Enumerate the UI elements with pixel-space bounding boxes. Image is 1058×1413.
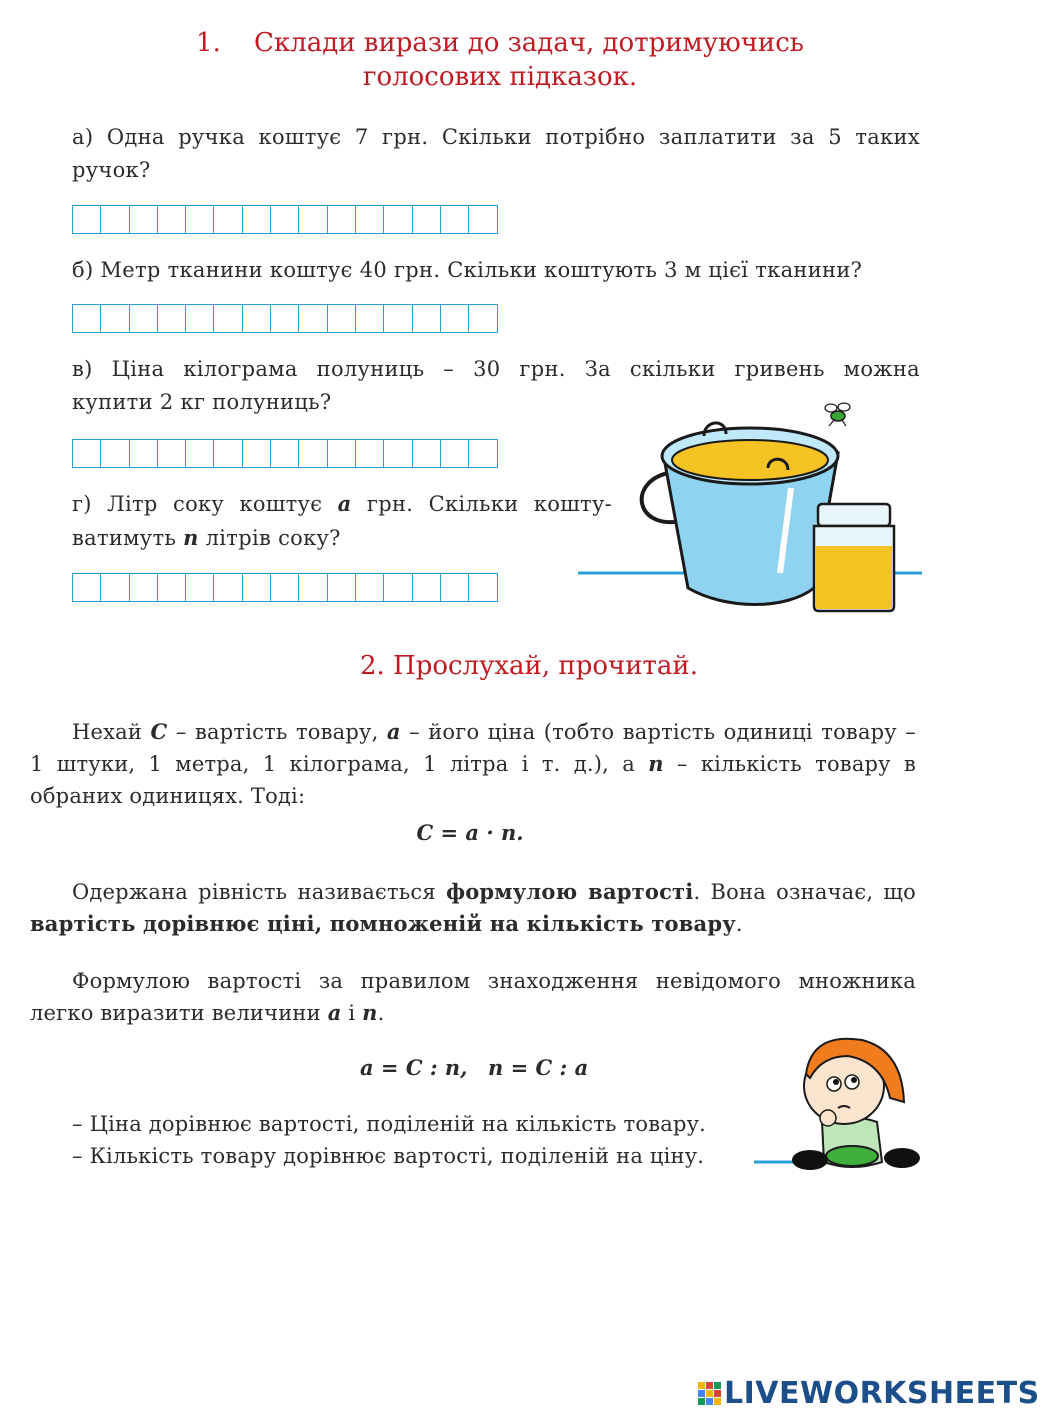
answer-grid-a[interactable] <box>72 205 498 234</box>
grid-cell[interactable] <box>101 305 129 332</box>
thinking-boy-illustration <box>752 1022 928 1178</box>
grid-cell[interactable] <box>299 305 327 332</box>
text-part: . Вона означає, що <box>693 880 916 904</box>
grid-cell[interactable] <box>186 574 214 601</box>
answer-grid-g[interactable] <box>72 573 498 602</box>
task1-title-line1: Склади вирази до задач, дотримуючись <box>254 28 804 58</box>
jar-lid <box>818 504 890 526</box>
text-part: . <box>735 912 743 936</box>
grid-cell[interactable] <box>73 305 101 332</box>
grid-cell[interactable] <box>101 440 129 467</box>
grid-cell[interactable] <box>469 305 497 332</box>
task1-number: 1. <box>196 28 221 58</box>
grid-cell[interactable] <box>158 574 186 601</box>
grid-cell[interactable] <box>73 440 101 467</box>
variable-C: C <box>150 719 168 744</box>
task1-g-text <box>72 487 612 555</box>
grid-cell[interactable] <box>299 440 327 467</box>
p1-line1 <box>30 716 916 748</box>
grid-cell[interactable] <box>328 440 356 467</box>
grid-cell[interactable] <box>356 206 384 233</box>
p1-line3: обраних одиницях. Тоді: <box>30 784 306 808</box>
boy-shoe-left <box>792 1150 828 1170</box>
text-part: – кількість товару в <box>663 752 916 776</box>
rule-price: – Ціна дорівнює вартості, поділеній на кількість товару. <box>72 1112 707 1136</box>
p1-line2 <box>30 748 916 780</box>
task2-paragraph3 <box>30 965 916 1029</box>
grid-cell[interactable] <box>101 206 129 233</box>
grid-cell[interactable] <box>441 305 469 332</box>
grid-cell[interactable] <box>101 574 129 601</box>
grid-cell[interactable] <box>441 440 469 467</box>
bucket-liquid <box>672 440 828 480</box>
text-part: . <box>377 1001 385 1025</box>
grid-cell[interactable] <box>271 574 299 601</box>
formula-price: a = C : n, <box>360 1055 468 1080</box>
task1-g-line1 <box>72 487 612 521</box>
boy-hand <box>820 1110 836 1126</box>
grid-cell[interactable] <box>130 206 158 233</box>
text-part: Одержана рівність називається <box>72 880 447 904</box>
variable-n: n <box>362 1000 378 1025</box>
grid-cell[interactable] <box>469 440 497 467</box>
formula-quantity: n = C : a <box>488 1055 589 1080</box>
grid-cell[interactable] <box>413 206 441 233</box>
task1-g-text-part: грн. Скільки кошту- <box>351 492 613 516</box>
task2-title: 2. Прослухай, прочитай. <box>359 651 699 681</box>
grid-cell[interactable] <box>299 574 327 601</box>
grid-cell[interactable] <box>186 440 214 467</box>
boy-pupil <box>833 1079 839 1085</box>
grid-cell[interactable] <box>158 305 186 332</box>
grid-cell[interactable] <box>441 574 469 601</box>
grid-cell[interactable] <box>73 574 101 601</box>
grid-cell[interactable] <box>130 440 158 467</box>
grid-cell[interactable] <box>243 305 271 332</box>
text-part: – вартість товару, <box>167 720 387 744</box>
task1-v-line1: в) Ціна кілограма полуниць – 30 грн. За скільки гривень можна <box>72 357 920 381</box>
liveworksheets-logo-icon <box>698 1382 722 1406</box>
task1-g-text-part: г) Літр соку коштує <box>72 492 338 516</box>
grid-cell[interactable] <box>328 305 356 332</box>
text-part: 1 штуки, 1 метра, 1 кілограма, 1 літра і т. д.), а <box>30 752 649 776</box>
formula-cost: C = a · n. <box>416 820 524 845</box>
boy-pupil <box>851 1077 857 1083</box>
boy-shoe-right <box>884 1148 920 1168</box>
cost-rule-bold: вартість дорівнює ціні, помноженій на кількість товару <box>30 911 736 936</box>
variable-a: a <box>337 491 352 516</box>
rule-quantity: – Кількість товару дорівнює вартості, поділеній на ціну. <box>72 1144 705 1168</box>
task1-heading <box>60 26 940 94</box>
grid-cell[interactable] <box>271 305 299 332</box>
grid-cell[interactable] <box>469 574 497 601</box>
text-part: – його ціна (тобто вартість одиниці товару – <box>400 720 916 744</box>
text-part: Нехай <box>72 720 151 744</box>
text-part: і <box>341 1001 363 1025</box>
liveworksheets-logo-text: LIVEWORKSHEETS <box>724 1376 1040 1411</box>
answer-grid-v[interactable] <box>72 439 498 468</box>
grid-cell[interactable] <box>130 305 158 332</box>
grid-cell[interactable] <box>441 206 469 233</box>
task1-a-text <box>72 121 920 187</box>
grid-cell[interactable] <box>413 440 441 467</box>
grid-cell[interactable] <box>186 206 214 233</box>
task1-a-line2: ручок? <box>72 158 151 182</box>
task1-b-text: б) Метр тканини коштує 40 грн. Скільки коштують 3 м цієї тканини? <box>72 258 863 282</box>
grid-cell[interactable] <box>328 206 356 233</box>
grid-cell[interactable] <box>413 574 441 601</box>
grid-cell[interactable] <box>158 440 186 467</box>
text-part: легко виразити величини <box>30 1001 328 1025</box>
grid-cell[interactable] <box>384 305 412 332</box>
task2-paragraph2 <box>30 876 916 940</box>
grid-cell[interactable] <box>413 305 441 332</box>
boy-shorts <box>826 1146 878 1166</box>
grid-cell[interactable] <box>214 440 242 467</box>
task1-g-text-part: ватимуть <box>72 526 184 550</box>
p2-line1 <box>30 876 916 908</box>
fly-icon <box>825 403 850 426</box>
p2-line2 <box>30 908 916 940</box>
task1-v-line2: купити 2 кг полуниць? <box>72 390 332 414</box>
grid-cell[interactable] <box>214 305 242 332</box>
task1-title-line2: голосових підказок. <box>362 62 638 92</box>
variable-a: a <box>386 719 401 744</box>
grid-cell[interactable] <box>243 574 271 601</box>
grid-cell[interactable] <box>356 440 384 467</box>
grid-cell[interactable] <box>130 574 158 601</box>
grid-cell[interactable] <box>384 440 412 467</box>
grid-cell[interactable] <box>158 206 186 233</box>
grid-cell[interactable] <box>214 206 242 233</box>
grid-cell[interactable] <box>469 206 497 233</box>
task2-paragraph1 <box>30 716 916 812</box>
grid-cell[interactable] <box>271 206 299 233</box>
grid-cell[interactable] <box>384 574 412 601</box>
liveworksheets-logo <box>698 1376 1040 1411</box>
task1-a-line1: а) Одна ручка коштує 7 грн. Скільки потрібно заплатити за 5 таких <box>72 125 920 149</box>
grid-cell[interactable] <box>328 574 356 601</box>
task1-g-text-part: літрів соку? <box>198 526 341 550</box>
grid-cell[interactable] <box>271 440 299 467</box>
grid-cell[interactable] <box>384 206 412 233</box>
grid-cell[interactable] <box>73 206 101 233</box>
variable-n: n <box>648 751 664 776</box>
answer-grid-b[interactable] <box>72 304 498 333</box>
grid-cell[interactable] <box>243 440 271 467</box>
grid-cell[interactable] <box>356 574 384 601</box>
variable-a: a <box>327 1000 342 1025</box>
grid-cell[interactable] <box>356 305 384 332</box>
grid-cell[interactable] <box>186 305 214 332</box>
variable-n: n <box>183 525 199 550</box>
term-cost-formula: формулою вартості <box>446 879 694 904</box>
task1-g-line2 <box>72 521 612 555</box>
bucket-jar-illustration <box>576 398 926 616</box>
grid-cell[interactable] <box>243 206 271 233</box>
jar-juice <box>816 546 892 609</box>
p3-line1: Формулою вартості за правилом знаходження невідомого множника <box>72 969 916 993</box>
grid-cell[interactable] <box>299 206 327 233</box>
grid-cell[interactable] <box>214 574 242 601</box>
